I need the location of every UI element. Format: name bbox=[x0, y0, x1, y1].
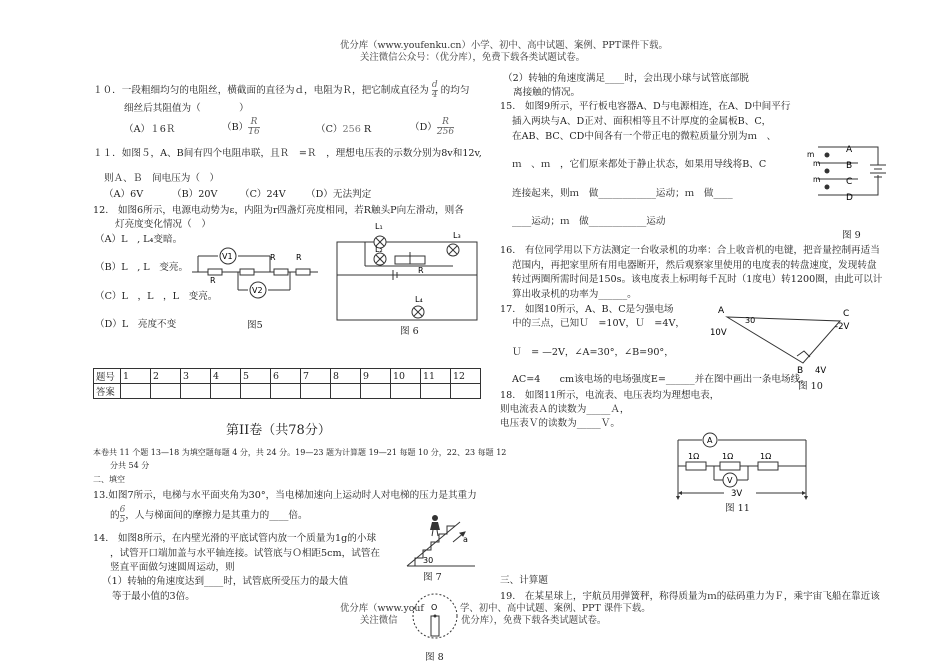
answer-cell[interactable] bbox=[361, 384, 391, 399]
fig8-o: O bbox=[431, 603, 438, 612]
q11-option-b: （B）20V bbox=[172, 189, 218, 200]
q16-line-3: 转过两圈所需时间是150s。该电度表上标明每千瓦时（1度电）转1200圈，由此可以计 bbox=[512, 274, 883, 285]
q12-text: 12. 如图6所示，电源电动势为ε，内阻为r四盏灯亮度相同，若R触头P向左滑动，则各 bbox=[93, 205, 464, 216]
header-line-2: 关注微信公众号：（优分库），免费下载各类试题试卷。 bbox=[360, 52, 585, 63]
figure-10-triangle bbox=[705, 303, 855, 380]
q18-line-2: 则电流表Ａ的读数为_____Ａ， bbox=[500, 404, 630, 415]
answer-table-head: 题号 bbox=[94, 369, 121, 384]
fig11-a: A bbox=[707, 436, 713, 445]
answer-cell[interactable] bbox=[181, 384, 211, 399]
q15-line-2: 插入两块与A、D正对、面积相等且不计厚度的金属板B、C， bbox=[512, 116, 772, 127]
answer-table-num: 4 bbox=[211, 369, 241, 384]
fig11-r3: 1Ω bbox=[760, 452, 772, 461]
q15-line-1: 15. 如图9所示，平行板电容器A、D与电源相连，在A、D中间平行 bbox=[500, 101, 791, 112]
answer-cell[interactable] bbox=[451, 384, 481, 399]
answer-table-num: 8 bbox=[331, 369, 361, 384]
q19-text: 19. 在某星球上，宇航员用弹簧秤，称得质量为ｍ的砝码重力为Ｆ，乘宇宙飞船在靠近该 bbox=[500, 591, 880, 602]
fig10-b: B bbox=[797, 366, 804, 376]
answer-table-num: 11 bbox=[421, 369, 451, 384]
fig9-m1: m bbox=[807, 150, 815, 159]
q10-tail: 的均匀 bbox=[440, 85, 470, 96]
answer-table-num: 6 bbox=[271, 369, 301, 384]
answer-table-answer-label: 答案 bbox=[94, 384, 121, 399]
q12-option-c: （C）L ，L ，L 变亮。 bbox=[95, 291, 218, 302]
fig9-label-c: C bbox=[846, 177, 853, 187]
header-line-1: 优分库（www.youfenku.cn）小学、初中、高中试题、案例、PPT课件下载。 bbox=[340, 40, 668, 51]
answer-table-number-row bbox=[94, 369, 481, 384]
q10-option-a: （A）１6Ｒ bbox=[124, 124, 176, 135]
q12-option-a: （A）L , L₄变暗。 bbox=[95, 234, 183, 245]
section-2-desc-1: 本卷共 11 个题 13—18 为填空题每题 4 分，共 24 分。19—23 题为计算题 19—21 每题 10 分，22、23 每题 12 bbox=[93, 448, 507, 457]
q10-option-c: （C）256 R bbox=[316, 124, 372, 135]
q13-line-2: 的 $\frac{6}{5}$ ，人与梯面间的摩擦力是其重力的____倍。 bbox=[110, 505, 308, 525]
fig9-m3: m bbox=[813, 175, 821, 184]
footer-line-1a: 优分库（www.youf bbox=[340, 603, 424, 614]
q17-line-2: 中的三点，已知Ｕ =10V，Ｕ =4V， bbox=[512, 318, 685, 329]
figure-11-caption: 图 11 bbox=[725, 503, 750, 514]
fig10-va: 10V bbox=[710, 328, 727, 338]
q18-line-3: 电压表Ｖ的读数为_____Ｖ。 bbox=[500, 418, 620, 429]
fig9-m2: m bbox=[813, 159, 821, 168]
q14-line-3: 竖直平面做匀速圆周运动，则 bbox=[110, 562, 235, 573]
q14-sub-1b: 等于最小值的3倍。 bbox=[112, 591, 195, 602]
fig7-angle: 30 bbox=[423, 556, 434, 565]
q16-line-1: 16. 有位同学用以下方法测定一台收录机的功率：合上收音机的电键，把音量控制再适当 bbox=[500, 245, 880, 256]
figure-10-caption: 图 10 bbox=[798, 381, 823, 392]
figure-9-capacitor bbox=[803, 133, 893, 215]
fig11-voltage: 3V bbox=[731, 489, 743, 499]
fig10-vc: -2V bbox=[835, 322, 850, 332]
q14-sub-2: （2）转轴的角速度满足____时，会出现小球与试管底部脱 bbox=[503, 73, 749, 84]
answer-table-num: 3 bbox=[181, 369, 211, 384]
footer-line-2b: 优分库），免费下载各类试题试卷。 bbox=[461, 615, 607, 626]
q17-line-3: Ｕ = —2V，∠A=30°，∠B=90°， bbox=[512, 347, 674, 358]
fig5-v1: V1 bbox=[222, 252, 233, 261]
q10-fraction: $\frac{d}{4}$ bbox=[431, 80, 438, 100]
q15-line-4: ｍ 、ｍ ，它们原来都处于静止状态，如果用导线将B、C bbox=[512, 159, 767, 170]
q17-line-4: AC=4 cm该电场的电场强度E=______并在图中画出一条电场线。 bbox=[512, 374, 810, 385]
answer-cell[interactable] bbox=[271, 384, 301, 399]
fig5-r-label-2: R bbox=[296, 253, 302, 262]
fig6-l4: L₄ bbox=[415, 295, 423, 304]
fig5-v2: V2 bbox=[252, 286, 263, 295]
answer-cell[interactable] bbox=[331, 384, 361, 399]
fig11-r1: 1Ω bbox=[688, 452, 700, 461]
answer-cell[interactable] bbox=[211, 384, 241, 399]
q13-fraction: $\frac{6}{5}$ bbox=[119, 505, 126, 525]
figure-5-caption: 图5 bbox=[247, 320, 263, 331]
q11-text: １１．如图５，A、B间有四个电阻串联，且Ｒ =Ｒ ，理想电压表的示数分别为8v和12v, bbox=[93, 148, 482, 159]
fig9-label-b: B bbox=[846, 161, 853, 171]
figure-6-circuit bbox=[333, 220, 483, 325]
footer-line-1b: 学、初中、高中试题、案例、PPT 课件下载。 bbox=[460, 603, 651, 614]
q11-option-a: （A）6V bbox=[104, 189, 144, 200]
q17-line-1: 17. 如图10所示，A、B、C是匀强电场 bbox=[500, 304, 674, 315]
fig11-v: V bbox=[727, 476, 733, 485]
answer-table-num: 1 bbox=[121, 369, 151, 384]
q16-line-2: 范围内，再把家里所有用电器断开，然后观察家里使用的电度表的转盘速度，发现转盘 bbox=[512, 260, 877, 271]
q11-line-2: 则Ａ、Ｂ 间电压为（ ） bbox=[104, 173, 220, 184]
answer-cell[interactable] bbox=[121, 384, 151, 399]
fig10-c: C bbox=[843, 309, 850, 319]
section-2-desc-2: 分共 54 分 bbox=[110, 461, 150, 470]
q10-text bbox=[93, 81, 469, 100]
answer-cell[interactable] bbox=[241, 384, 271, 399]
answer-cell[interactable] bbox=[301, 384, 331, 399]
fig9-label-a: A bbox=[846, 145, 853, 155]
figure-9-caption: 图 9 bbox=[842, 230, 861, 241]
q11-option-d: （D）无法判定 bbox=[306, 189, 372, 200]
fig10-vb: 4V bbox=[815, 366, 827, 376]
fig6-r: R bbox=[418, 266, 424, 275]
footer-line-2a: 关注微信 bbox=[360, 615, 398, 626]
figure-7-caption: 图 7 bbox=[423, 572, 442, 583]
figure-6-caption: 图 6 bbox=[400, 326, 419, 337]
answer-table-num: 10 bbox=[391, 369, 421, 384]
q10-option-d: （D） $\frac{R}{256}$ bbox=[410, 117, 455, 137]
q12-option-d: （D）L 亮度不变 bbox=[95, 319, 177, 330]
answer-table-num: 12 bbox=[451, 369, 481, 384]
fig6-l1: L₁ bbox=[375, 222, 383, 231]
answer-cell[interactable] bbox=[151, 384, 181, 399]
fig6-l2: L₂ bbox=[375, 245, 383, 254]
answer-table-num: 7 bbox=[301, 369, 331, 384]
fill-in-title: 二、填空 bbox=[93, 475, 125, 484]
q10-stem: １０．一段粗细均匀的电阻丝，横截面的直径为ｄ，电阻为Ｒ，把它制成直径为 bbox=[93, 85, 429, 96]
answer-table-num: 9 bbox=[361, 369, 391, 384]
figure-8-caption: 图 8 bbox=[425, 652, 444, 663]
fig7-a: a bbox=[463, 535, 468, 544]
q14-line-1: 14. 如图8所示，在内壁光滑的平底试管内放一个质量为1g的小球 bbox=[93, 533, 377, 544]
q13-text: 13.如图7所示，电梯与水平面夹角为30°，当电梯加速向上运动时人对电梯的压力是其重力 bbox=[93, 490, 477, 501]
section-3-title: 三、计算题 bbox=[500, 575, 548, 586]
answer-table-num: 2 bbox=[151, 369, 181, 384]
answer-table-num: 5 bbox=[241, 369, 271, 384]
fig6-l3: L₃ bbox=[453, 231, 461, 240]
figure-5-circuit bbox=[190, 242, 320, 312]
q12-line-2: 灯亮度变化情况（ ） bbox=[115, 219, 211, 230]
q15-line-3: 在AB、BC、CD中间各有一个带正电的微粒质量分别为ｍ 、 bbox=[512, 131, 777, 142]
section-2-title: 第II卷（共78分） bbox=[226, 423, 331, 438]
q18-line-1: 18. 如图11所示，电流表、电压表均为理想电表， bbox=[500, 390, 720, 401]
figure-7-escalator bbox=[405, 508, 480, 570]
q14-sub-2b: 离接触的情况。 bbox=[513, 87, 581, 98]
q12-option-b: （B）L , L 变亮。 bbox=[95, 262, 189, 273]
fig11-r2: 1Ω bbox=[722, 452, 734, 461]
answer-cell[interactable] bbox=[391, 384, 421, 399]
q15-line-5: 连接起来，则ｍ 做____________运动；ｍ 做____ bbox=[512, 188, 733, 199]
q14-line-2: ，试管开口端加盖与水平轴连接。试管底与Ｏ相距5cm，试管在 bbox=[110, 548, 381, 559]
figure-11-circuit bbox=[668, 430, 813, 502]
answer-table bbox=[93, 368, 481, 399]
q16-line-4: 算出收录机的功率为______。 bbox=[512, 289, 637, 300]
q15-line-6: ____运动；ｍ 做____________运动 bbox=[512, 216, 666, 227]
fig9-label-d: D bbox=[846, 193, 853, 203]
answer-table-answer-row bbox=[94, 384, 481, 399]
answer-cell[interactable] bbox=[421, 384, 451, 399]
fig10-a: A bbox=[718, 306, 725, 316]
q10-option-b: （B） $\frac{R}{16}$ bbox=[222, 117, 260, 137]
fig5-r-label-3: R bbox=[210, 276, 216, 285]
q11-option-c: （C）24V bbox=[240, 189, 286, 200]
fig5-r-label: R bbox=[270, 253, 276, 262]
q10-line-2: 细丝后其阻值为（ ） bbox=[124, 103, 249, 114]
fig10-angle: 30 bbox=[745, 316, 756, 325]
q14-sub-1: （1）转轴的角速度达到____时，试管底所受压力的最大值 bbox=[102, 576, 348, 587]
figure-8-tube bbox=[410, 590, 460, 642]
